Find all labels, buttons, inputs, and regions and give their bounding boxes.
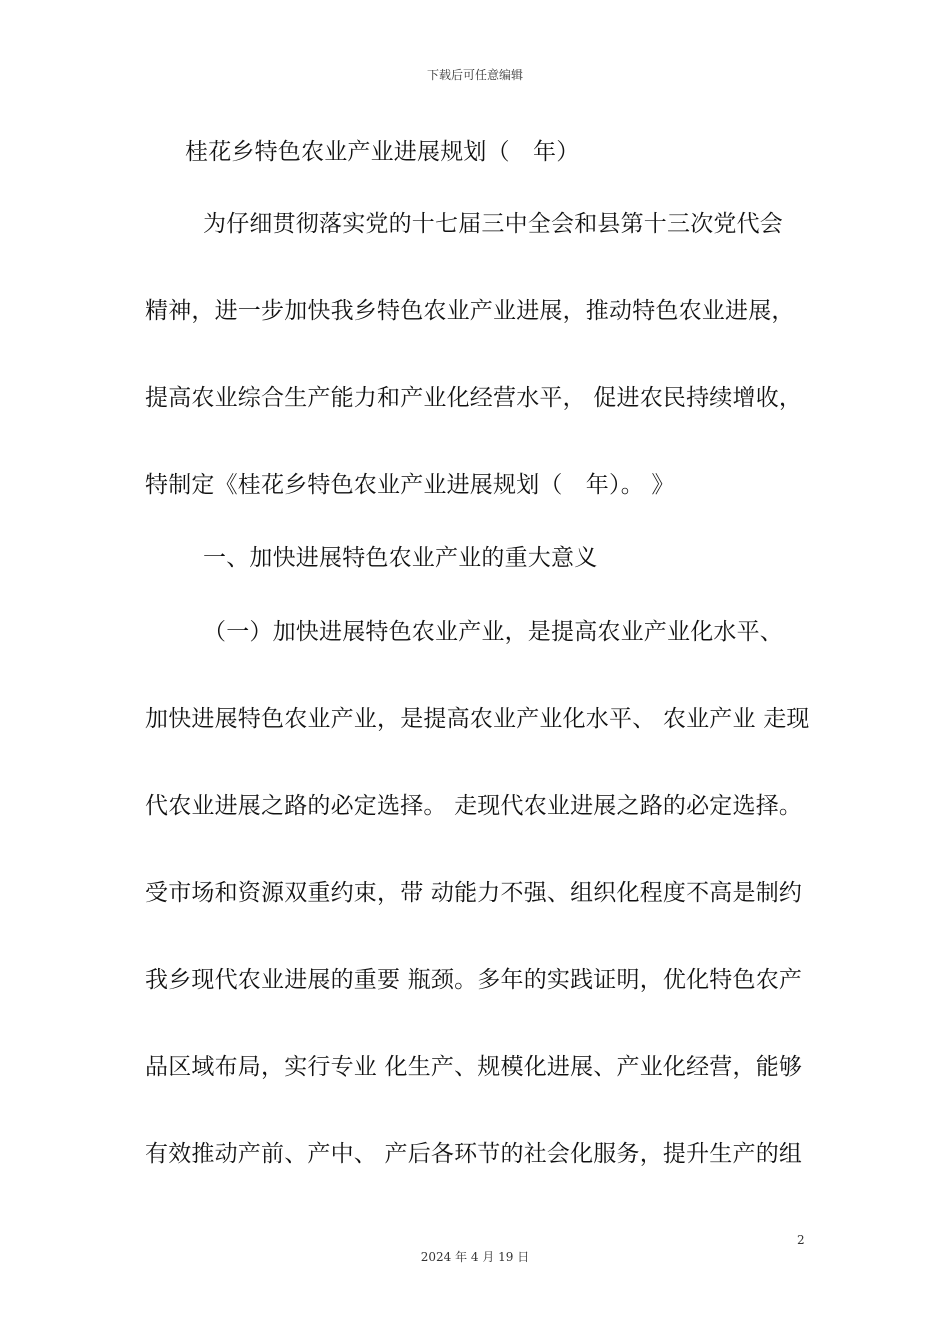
paragraph-line: 我乡现代农业进展的重要 瓶颈。多年的实践证明，优化特色农产 [145,967,803,993]
subsection-heading: （一）加快进展特色农业产业，是提高农业产业化水平、 [203,619,783,645]
section-heading: 一、加快进展特色农业产业的重大意义 [203,545,598,571]
paragraph-line: 有效推动产前、产中、 产后各环节的社会化服务，提升生产的组 [145,1141,803,1167]
paragraph-line: 提高农业综合生产能力和产业化经营水平， 促进农民持续增收， [145,385,803,411]
footer-date: 2024 年 4 月 19 日 [420,1250,530,1264]
paragraph-line: 精神，进一步加快我乡特色农业产业进展，推动特色农业进展， [145,298,795,324]
paragraph-line: 受市场和资源双重约束，带 动能力不强、组织化程度不高是制约 [145,880,803,906]
paragraph-line: 加快进展特色农业产业，是提高农业产业化水平、 农业产业 走现 [145,706,810,732]
paragraph-line: 品区域布局，实行专业 化生产、规模化进展、产业化经营，能够 [145,1054,803,1080]
paragraph-line: 特制定《桂花乡特色农业产业进展规划（ 年）。 》 [145,472,675,498]
document-title: 桂花乡特色农业产业进展规划（ 年） [185,139,580,165]
paragraph-line: 代农业进展之路的必定选择。 走现代农业进展之路的必定选择。 [145,793,803,819]
page-header: 下载后可任意编辑 [426,68,523,82]
page-number: 2 [797,1233,805,1247]
paragraph-line: 为仔细贯彻落实党的十七届三中全会和县第十三次党代会 [203,211,783,237]
